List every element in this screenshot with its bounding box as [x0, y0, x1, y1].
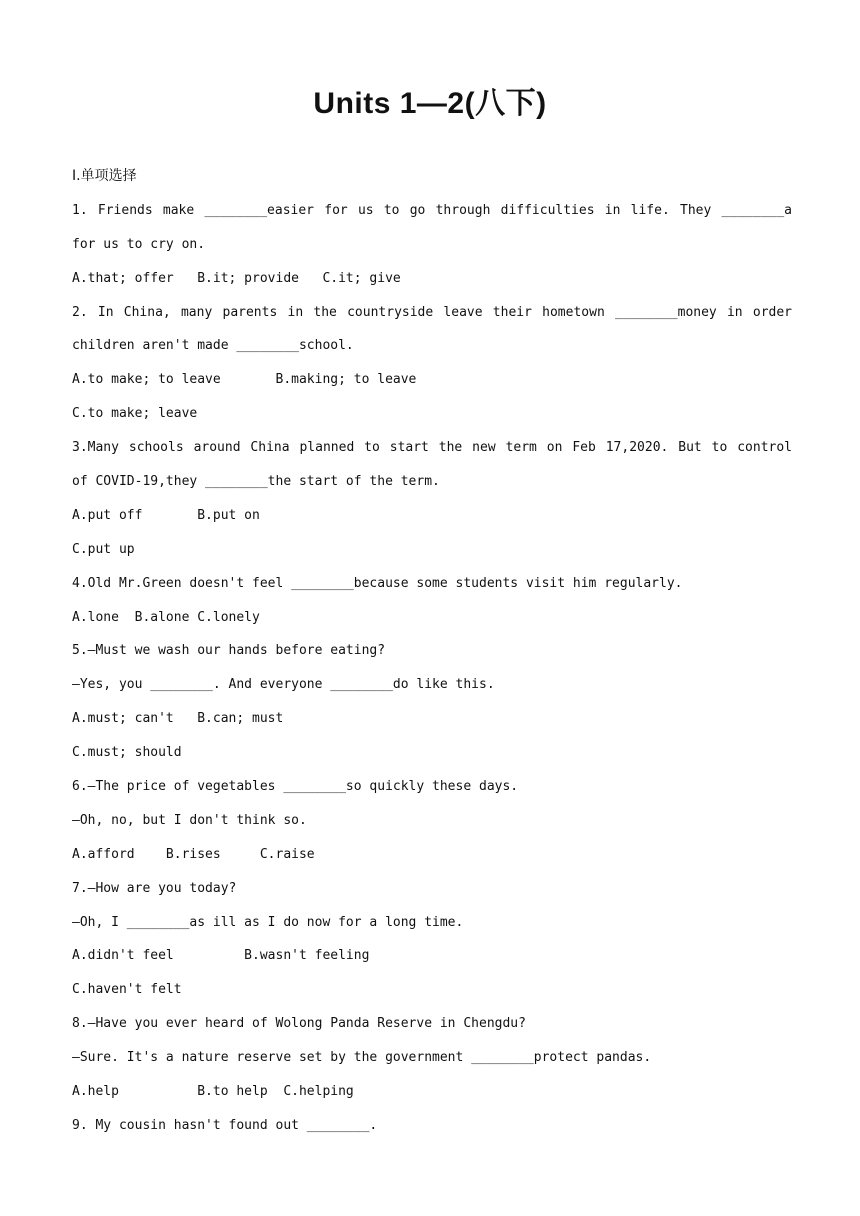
text-line: 2. In China, many parents in the countryside leave their hometown ________money in order	[72, 304, 792, 320]
text-line: A.afford B.rises C.raise	[72, 846, 315, 862]
text-line: A.lone B.alone C.lonely	[72, 609, 260, 625]
text-line: A.to make; to leave B.making; to leave	[72, 372, 417, 388]
text-line: —Oh, I ________as ill as I do now for a long time.	[72, 914, 464, 930]
text-line: C.haven't felt	[72, 982, 182, 998]
text-line: 9. My cousin hasn't found out ________.	[72, 1117, 378, 1133]
text-line: of COVID-19,they ________the start of the term.	[72, 474, 440, 490]
text-line: A.didn't feel B.wasn't feeling	[72, 948, 370, 964]
text-line: A.must; can't B.can; must	[72, 711, 284, 727]
text-line: 3.Many schools around China planned to start the new term on Feb 17,2020. But to control	[72, 440, 792, 456]
text-line: C.to make; leave	[72, 406, 198, 422]
text-line: 1. Friends make ________easier for us to go through difficulties in life. They ________a	[72, 202, 792, 218]
text-line: 5.—Must we wash our hands before eating?	[72, 643, 386, 659]
text-line: —Yes, you ________. And everyone ________do like this.	[72, 677, 495, 693]
text-line: —Sure. It's a nature reserve set by the government ________protect pandas.	[72, 1050, 652, 1066]
text-line: 7.—How are you today?	[72, 880, 237, 896]
text-line: 6.—The price of vegetables ________so quickly these days.	[72, 779, 519, 795]
question-lines	[72, 194, 792, 1143]
text-line: A.that; offer B.it; provide C.it; give	[72, 270, 401, 286]
question-list	[72, 160, 792, 1143]
section-heading: Ⅰ.单项选择	[72, 168, 137, 184]
text-line: 8.—Have you ever heard of Wolong Panda Reserve in Chengdu?	[72, 1016, 526, 1032]
text-line: for us to cry on.	[72, 236, 206, 252]
text-line: A.help B.to help C.helping	[72, 1084, 354, 1100]
text-line: C.must; should	[72, 745, 182, 761]
text-line: 4.Old Mr.Green doesn't feel ________because some students visit him regularly.	[72, 575, 683, 591]
text-line: A.put off B.put on	[72, 507, 260, 523]
text-line: —Oh, no, but I don't think so.	[72, 812, 307, 828]
text-line: C.put up	[72, 541, 135, 557]
document-title: Units 1—2(八下)	[313, 87, 547, 120]
text-line: children aren't made ________school.	[72, 338, 354, 354]
